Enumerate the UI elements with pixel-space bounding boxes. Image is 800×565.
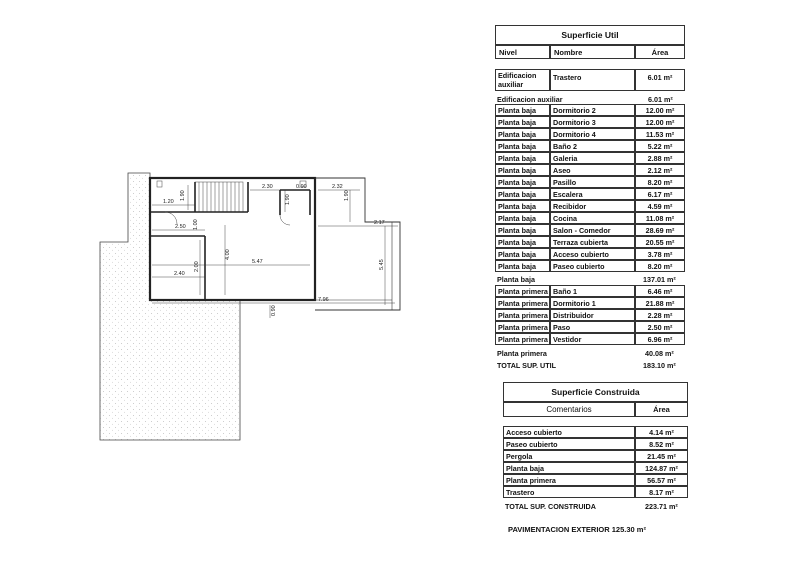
- row-area: 20.55 m²: [635, 236, 685, 248]
- row-area: 6.46 m²: [635, 285, 685, 297]
- pavimentacion-exterior: PAVIMENTACION EXTERIOR 125.30 m²: [508, 525, 646, 534]
- row-nivel: Planta baja: [495, 104, 550, 116]
- row-area: 28.69 m²: [635, 224, 685, 236]
- row-nombre: Baño 2: [550, 140, 635, 152]
- subtotal-label: Planta baja: [497, 274, 535, 284]
- row-nivel: Planta baja: [495, 224, 550, 236]
- row-name: Planta primera: [503, 474, 635, 486]
- row-nombre: Dormitorio 2: [550, 104, 635, 116]
- row-area: 8.17 m²: [635, 486, 688, 498]
- row-nivel: Planta primera: [495, 285, 550, 297]
- construida-title: Superficie Construida: [503, 382, 688, 402]
- row-area: 4.14 m²: [635, 426, 688, 438]
- dim-label: 1.90: [285, 194, 291, 205]
- row-nombre: Dormitorio 3: [550, 116, 635, 128]
- row-nombre: Trastero: [550, 69, 635, 91]
- terrace-outline: [315, 178, 400, 310]
- row-nombre: Acceso cubierto: [550, 248, 635, 260]
- subtotal-area: 40.08 m²: [645, 348, 674, 358]
- row-nombre: Cocina: [550, 212, 635, 224]
- dim-label: 4.00: [225, 249, 231, 260]
- dim-label: 1.20: [163, 199, 174, 205]
- row-nivel: Planta primera: [495, 309, 550, 321]
- row-nombre: Escalera: [550, 188, 635, 200]
- total-label: TOTAL SUP. UTIL: [497, 360, 556, 370]
- row-area: 3.78 m²: [635, 248, 685, 260]
- row-area: 12.00 m²: [635, 104, 685, 116]
- row-nivel: Planta baja: [495, 212, 550, 224]
- row-nivel: Planta baja: [495, 128, 550, 140]
- row-nivel: Planta baja: [495, 248, 550, 260]
- row-area: 4.59 m²: [635, 200, 685, 212]
- row-nivel: Planta baja: [495, 236, 550, 248]
- row-area: 11.53 m²: [635, 128, 685, 140]
- row-nivel: Planta baja: [495, 164, 550, 176]
- row-nombre: Terraza cubierta: [550, 236, 635, 248]
- row-nivel: Planta baja: [495, 260, 550, 272]
- row-area: 8.52 m²: [635, 438, 688, 450]
- row-nivel: Planta baja: [495, 152, 550, 164]
- row-area: 8.20 m²: [635, 176, 685, 188]
- header-area: Área: [635, 402, 688, 417]
- dim-label: 1.90: [344, 190, 350, 201]
- row-nombre: Baño 1: [550, 285, 635, 297]
- row-nombre: Recibidor: [550, 200, 635, 212]
- row-nivel: Planta baja: [495, 188, 550, 200]
- util-title: Superficie Util: [495, 25, 685, 45]
- row-nivel: Planta baja: [495, 176, 550, 188]
- row-area: 12.00 m²: [635, 116, 685, 128]
- dim-label: 0.90: [271, 305, 277, 316]
- dim-label: 5.45: [379, 259, 385, 270]
- row-nivel: Planta primera: [495, 297, 550, 309]
- row-nivel: Edificacion auxiliar: [495, 69, 550, 91]
- row-area: 11.08 m²: [635, 212, 685, 224]
- row-nivel: Planta baja: [495, 200, 550, 212]
- row-area: 2.88 m²: [635, 152, 685, 164]
- row-area: 8.20 m²: [635, 260, 685, 272]
- row-nombre: Aseo: [550, 164, 635, 176]
- row-name: Paseo cubierto: [503, 438, 635, 450]
- row-area: 21.45 m²: [635, 450, 688, 462]
- header-nombre: Nombre: [550, 45, 635, 59]
- header-area: Área: [635, 45, 685, 59]
- dim-label: 1.00: [193, 219, 199, 230]
- subtotal-label: Edificacion auxiliar: [497, 94, 563, 104]
- row-nombre: Dormitorio 4: [550, 128, 635, 140]
- header-comentarios: Comentarios: [503, 402, 635, 417]
- subtotal-label: Planta primera: [497, 348, 547, 358]
- row-nivel: Planta primera: [495, 321, 550, 333]
- row-name: Acceso cubierto: [503, 426, 635, 438]
- row-name: Trastero: [503, 486, 635, 498]
- row-nombre: Galeria: [550, 152, 635, 164]
- dim-label: 2.40: [174, 271, 185, 277]
- row-nombre: Paseo cubierto: [550, 260, 635, 272]
- dim-label: 2.00: [194, 261, 200, 272]
- row-area: 2.12 m²: [635, 164, 685, 176]
- row-nombre: Paso: [550, 321, 635, 333]
- row-area: 6.01 m²: [635, 69, 685, 91]
- dim-label: 5.47: [252, 259, 263, 265]
- subtotal-area: 137.01 m²: [643, 274, 676, 284]
- row-area: 6.17 m²: [635, 188, 685, 200]
- dim-label: 2.50: [175, 224, 186, 230]
- row-area: 2.28 m²: [635, 309, 685, 321]
- row-nivel: Planta baja: [495, 116, 550, 128]
- dim-label: 2.17: [374, 220, 385, 226]
- total-area: 223.71 m²: [645, 501, 678, 511]
- row-nombre: Vestidor: [550, 333, 635, 345]
- dim-label: 0.90: [296, 184, 307, 190]
- row-area: 6.96 m²: [635, 333, 685, 345]
- row-area: 124.87 m²: [635, 462, 688, 474]
- dim-label: 2.32: [332, 184, 343, 190]
- header-nivel: Nivel: [495, 45, 550, 59]
- row-nombre: Distribuidor: [550, 309, 635, 321]
- row-area: 56.57 m²: [635, 474, 688, 486]
- dim-label: 7.96: [318, 297, 329, 303]
- row-nombre: Dormitorio 1: [550, 297, 635, 309]
- row-name: Planta baja: [503, 462, 635, 474]
- subtotal-area: 6.01 m²: [648, 94, 673, 104]
- row-nivel: Planta primera: [495, 333, 550, 345]
- dim-label: 1.90: [180, 190, 186, 201]
- row-nombre: Pasillo: [550, 176, 635, 188]
- total-area: 183.10 m²: [643, 360, 676, 370]
- row-area: 2.50 m²: [635, 321, 685, 333]
- row-name: Pergola: [503, 450, 635, 462]
- row-nombre: Salon - Comedor: [550, 224, 635, 236]
- row-nivel: Planta baja: [495, 140, 550, 152]
- dim-label: 2.30: [262, 184, 273, 190]
- row-area: 5.22 m²: [635, 140, 685, 152]
- row-area: 21.88 m²: [635, 297, 685, 309]
- stairs: [195, 182, 243, 212]
- total-label: TOTAL SUP. CONSTRUIDA: [505, 501, 596, 511]
